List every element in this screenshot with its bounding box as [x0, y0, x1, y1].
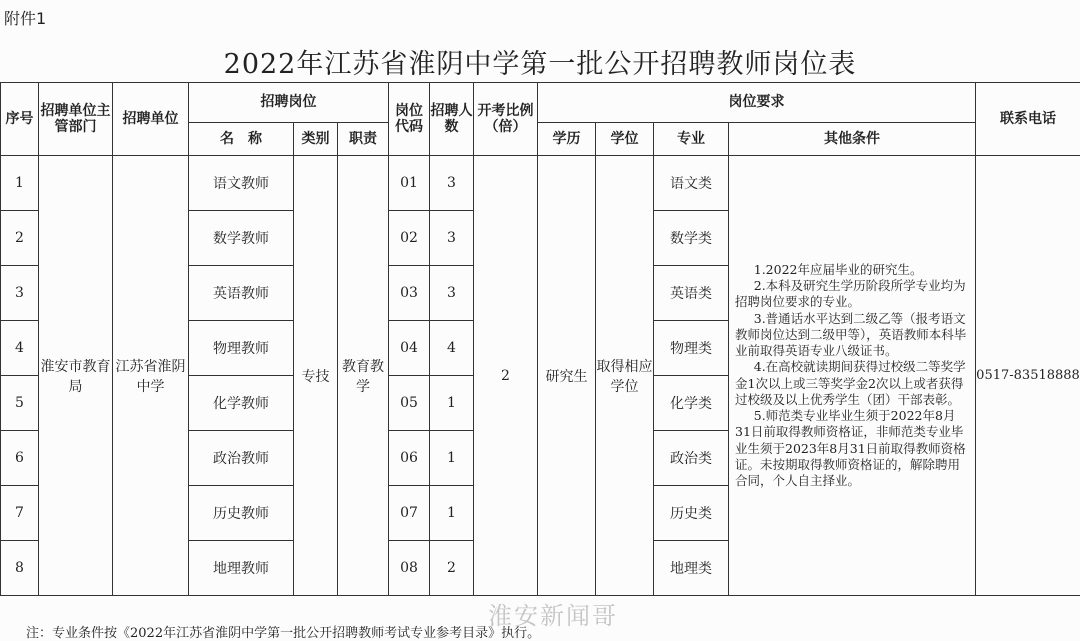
post-name-cell: 政治教师 [189, 431, 294, 486]
seq-cell: 6 [1, 431, 39, 486]
post-name-cell: 数学教师 [189, 211, 294, 266]
ratio-cell: 2 [474, 156, 538, 596]
seq-cell: 2 [1, 211, 39, 266]
header-post-type: 类别 [294, 123, 338, 156]
post-name-cell: 历史教师 [189, 486, 294, 541]
edu-cell: 研究生 [538, 156, 596, 596]
conditions-cell [729, 156, 976, 596]
footnote: 注：专业条件按《2022年江苏省淮阴中学第一批公开招聘教师考试专业参考目录》执行。 [26, 622, 540, 641]
seq-cell: 7 [1, 486, 39, 541]
major-cell: 化学类 [654, 376, 729, 431]
code-cell: 01 [389, 156, 430, 211]
header-post-duty: 职责 [338, 123, 389, 156]
code-cell: 05 [389, 376, 430, 431]
count-cell: 1 [430, 376, 474, 431]
page-title: 2022年江苏省淮阴中学第一批公开招聘教师岗位表 [0, 42, 1080, 81]
count-cell: 1 [430, 431, 474, 486]
major-cell: 地理类 [654, 541, 729, 596]
dept-cell: 淮安市教育局 [39, 156, 113, 596]
code-cell: 04 [389, 321, 430, 376]
condition-item: 1.2022年应届毕业的研究生。 [735, 262, 969, 278]
header-degree: 学位 [596, 123, 654, 156]
header-code: 岗位代码 [389, 83, 430, 156]
header-seq: 序号 [1, 83, 39, 156]
major-cell: 历史类 [654, 486, 729, 541]
seq-cell: 3 [1, 266, 39, 321]
count-cell: 3 [430, 211, 474, 266]
seq-cell: 8 [1, 541, 39, 596]
header-edu: 学历 [538, 123, 596, 156]
count-cell: 1 [430, 486, 474, 541]
phone-cell: 0517-83518888 [976, 156, 1080, 596]
count-cell: 3 [430, 156, 474, 211]
degree-cell: 取得相应学位 [596, 156, 654, 596]
header-dept: 招聘单位主管部门 [39, 83, 113, 156]
job-table [0, 82, 1080, 596]
major-cell: 英语类 [654, 266, 729, 321]
count-cell: 3 [430, 266, 474, 321]
header-post-name: 名 称 [189, 123, 294, 156]
header-unit: 招聘单位 [113, 83, 189, 156]
seq-cell: 4 [1, 321, 39, 376]
post-name-cell: 英语教师 [189, 266, 294, 321]
code-cell: 06 [389, 431, 430, 486]
major-cell: 政治类 [654, 431, 729, 486]
major-cell: 物理类 [654, 321, 729, 376]
seq-cell: 1 [1, 156, 39, 211]
condition-item: 3.普通话水平达到二级乙等（报考语文教师岗位达到二级甲等），英语教师本科毕业前取得英语专业八级证书。 [735, 311, 969, 360]
condition-item: 4.在高校就读期间获得过校级二等奖学金1次以上或三等奖学金2次以上或者获得过校级及以上优秀学生（团）干部表彰。 [735, 359, 969, 408]
major-cell: 数学类 [654, 211, 729, 266]
condition-item: 2.本科及研究生学历阶段所学专业均为招聘岗位要求的专业。 [735, 278, 969, 311]
code-cell: 02 [389, 211, 430, 266]
post-name-cell: 地理教师 [189, 541, 294, 596]
header-count: 招聘人数 [430, 83, 474, 156]
post-duty-cell: 教育教学 [338, 156, 389, 596]
unit-cell: 江苏省淮阴中学 [113, 156, 189, 596]
code-cell: 08 [389, 541, 430, 596]
post-type-cell: 专技 [294, 156, 338, 596]
post-name-cell: 化学教师 [189, 376, 294, 431]
header-req-group: 岗位要求 [538, 83, 976, 123]
count-cell: 4 [430, 321, 474, 376]
header-phone: 联系电话 [976, 83, 1080, 156]
post-name-cell: 物理教师 [189, 321, 294, 376]
table-row [1, 156, 1080, 211]
header-ratio: 开考比例（倍） [474, 83, 538, 156]
header-major: 专业 [654, 123, 729, 156]
attachment-label: 附件1 [4, 6, 46, 29]
condition-item: 5.师范类专业毕业生须于2022年8月31日前取得教师资格证，非师范类专业毕业生须于2023年8月31日前取得教师资格证。未按期取得教师资格证的，解除聘用合同，个人自主择业。 [735, 408, 969, 489]
major-cell: 语文类 [654, 156, 729, 211]
code-cell: 07 [389, 486, 430, 541]
count-cell: 2 [430, 541, 474, 596]
watermark: 淮安新闻哥 [488, 596, 618, 631]
seq-cell: 5 [1, 376, 39, 431]
header-other: 其他条件 [729, 123, 976, 156]
code-cell: 03 [389, 266, 430, 321]
header-post-group: 招聘岗位 [189, 83, 389, 123]
post-name-cell: 语文教师 [189, 156, 294, 211]
